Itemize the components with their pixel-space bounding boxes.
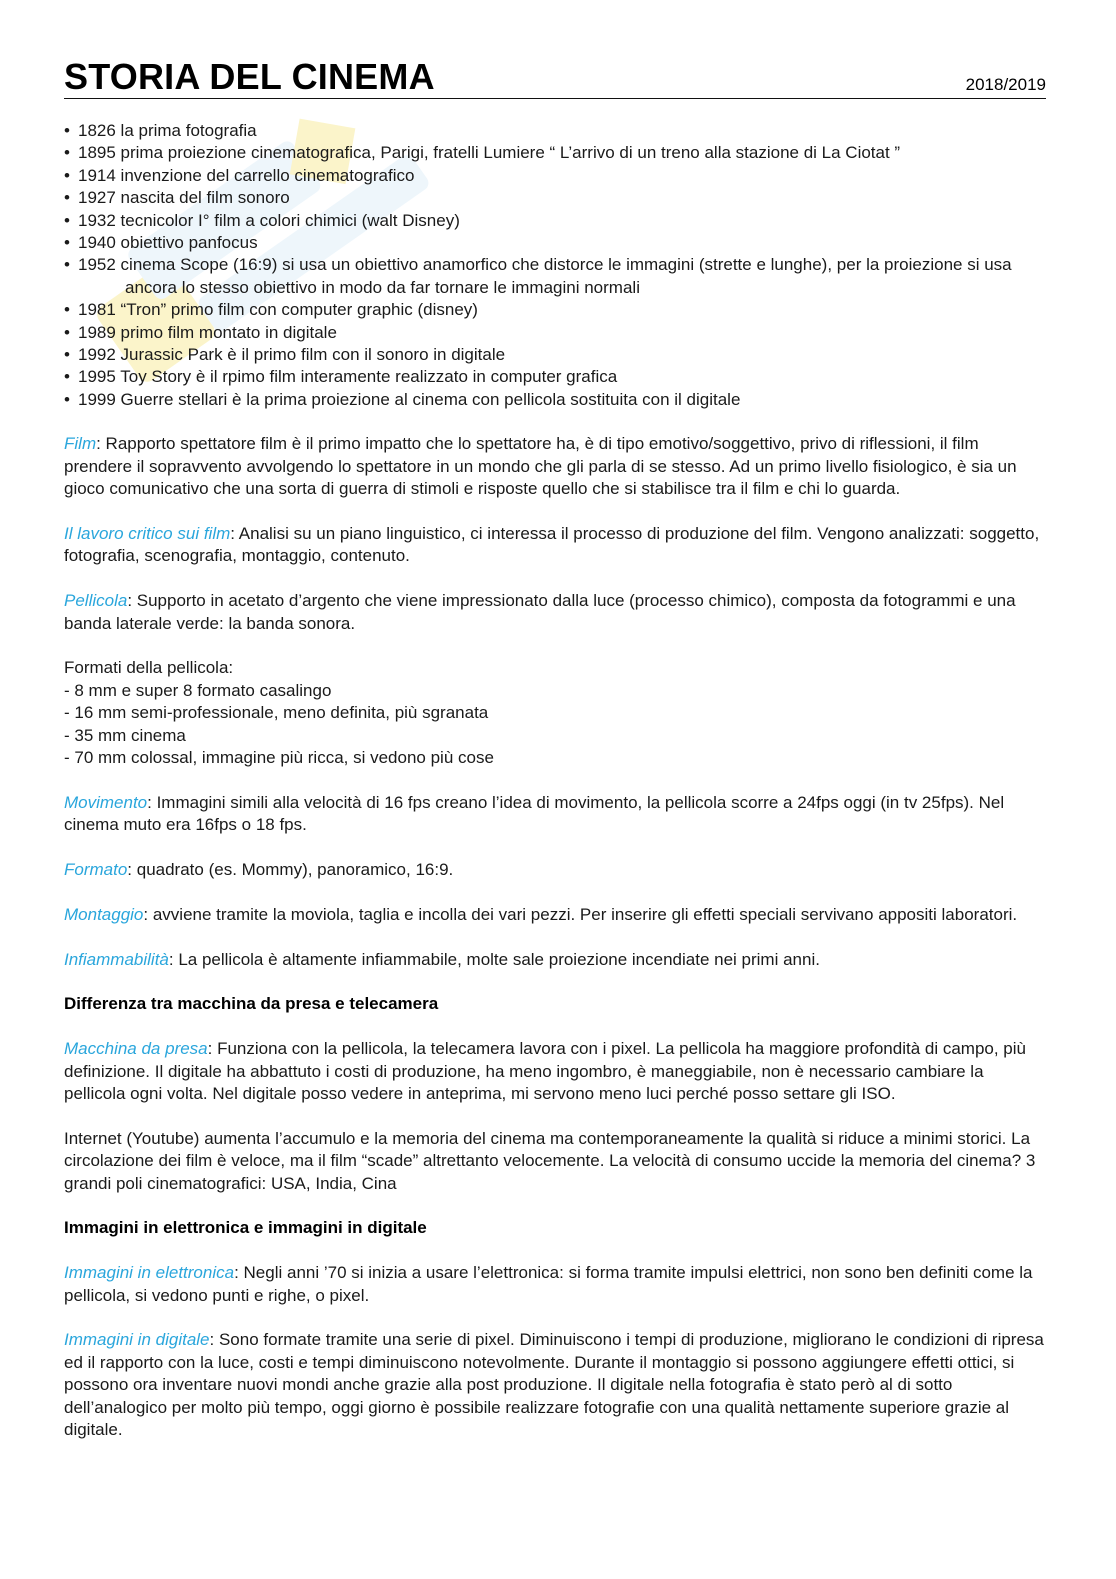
academic-year: 2018/2019	[965, 75, 1046, 94]
paragraph-immagini-elettronica: Immagini in elettronica: Negli anni ’70 si inizia a usare l’elettronica: si forma tramite impulsi elettrici, non sono ben definiti come la pellicola, si vedono punti e righe, o pixel.	[64, 1263, 1033, 1305]
term-infiammabilita: Infiammabilità	[64, 949, 169, 969]
paragraph-film: Film: Rapporto spettatore film è il primo impatto che lo spettatore ha, è di tipo emotivo/soggettivo, privo di riflessioni, il film prendere il sopravvento avvolgendo lo spettatore in un mondo che gli parla di se stesso. Ad un primo livello fisiologico, è sia un gioco comunicativo che una sorta di guerra di stimoli e risposte quello che si stabilisce tra il film e chi lo guarda.	[64, 434, 1017, 499]
list-item: - 8 mm e super 8 formato casalingo	[64, 680, 332, 700]
list-item: - 35 mm cinema	[64, 725, 186, 745]
paragraph-formato: Formato: quadrato (es. Mommy), panoramico, 16:9.	[64, 859, 454, 879]
term-lavoro-critico: Il lavoro critico sui film	[64, 523, 231, 543]
paragraph-montaggio: Montaggio: avviene tramite la moviola, taglia e incolla dei vari pezzi. Per inserire gli effetti speciali servivano appositi laboratori.	[64, 904, 1018, 924]
formats-list	[64, 657, 1046, 769]
term-formato: Formato	[64, 859, 128, 879]
section-heading-macchina-telecamera: Differenza tra macchina da presa e telecamera	[64, 994, 439, 1014]
paragraph-internet: Internet (Youtube) aumenta l’accumulo e la memoria del cinema ma contemporaneamente la qualità si riduce a minimi storici. La circolazione dei film è veloce, ma il film “scade” altrettanto velocemente. La velocità di consumo uccide la memoria del cinema? 3 grandi poli cinematografici: USA, India, Cina	[64, 1128, 1036, 1193]
list-item: - 70 mm colossal, immagine più ricca, si vedono più cose	[64, 747, 494, 767]
paragraph-immagini-digitale: Immagini in digitale: Sono formate tramite una serie di pixel. Diminuiscono i tempi di produzione, migliorano le condizioni di ripresa ed il rapporto con la luce, costi e tempi diminuiscono notevolmente. Durante il montaggio si possono aggiungere effetti ottici, si possono ora inventare nuovi mondi anche grazie alla post produzione. Il digitale nella fotografia è stato però al di sotto dell’analogico per molto più tempo, oggi giorno è possibile realizzare fotografie con una qualità nettamente superiore grazie al digitale.	[64, 1330, 1044, 1439]
paragraph-macchina-da-presa: Macchina da presa: Funziona con la pellicola, la telecamera lavora con i pixel. La pellicola ha maggiore profondità di campo, più definizione. Il digitale ha abbattuto i costi di produzione, ha meno ingombro, è maneggiabile, non è necessario cambiare la pellicola ogni volta. Nel digitale posso vedere in anteprima, mi servono meno luci perché posso settare gli ISO.	[64, 1039, 1026, 1103]
formats-title: Formati della pellicola:	[64, 658, 234, 678]
list-item: • 1999 Guerre stellari è la prima proiezione al cinema con pellicola sostituita con il digitale	[64, 389, 741, 409]
section-heading-immagini: Immagini in elettronica e immagini in digitale	[64, 1218, 427, 1238]
list-item: • 1989 primo film montato in digitale	[64, 322, 337, 342]
term-macchina-da-presa: Macchina da presa	[64, 1039, 208, 1059]
term-movimento: Movimento	[64, 792, 148, 812]
document-body	[64, 120, 1046, 1464]
list-item: • 1895 prima proiezione cinematografica, Parigi, fratelli Lumiere “ L’arrivo di un treno alla stazione di La Ciotat ”	[64, 143, 901, 163]
term-immagini-digitale: Immagini in digitale	[64, 1330, 210, 1350]
list-item: • 1940 obiettivo panfocus	[64, 233, 258, 253]
term-montaggio: Montaggio	[64, 904, 144, 924]
term-pellicola: Pellicola	[64, 591, 128, 611]
term-film: Film	[64, 434, 97, 454]
list-item: • 1927 nascita del film sonoro	[64, 188, 290, 208]
list-item: • 1826 la prima fotografia	[64, 121, 257, 140]
page-header	[64, 58, 1046, 99]
list-item: • 1952 cinema Scope (16:9) si usa un obiettivo anamorfico che distorce le immagini (strette e lunghe), per la proiezione si usa ancora lo stesso obiettivo in modo da far tornare le immagini normali	[64, 255, 1012, 297]
list-item: • 1981 “Tron” primo film con computer graphic (disney)	[64, 300, 478, 320]
paragraph-lavoro-critico: Il lavoro critico sui film: Analisi su un piano linguistico, ci interessa il processo di produzione del film. Vengono analizzati: soggetto, fotografia, scenografia, montaggio, contenuto.	[64, 523, 1040, 566]
paragraph-movimento: Movimento: Immagini simili alla velocità di 16 fps creano l’idea di movimento, la pellicola scorre a 24fps oggi (in tv 25fps). Nel cinema muto era 16fps o 18 fps.	[64, 792, 1005, 835]
list-item: • 1932 tecnicolor I° film a colori chimici (walt Disney)	[64, 210, 460, 230]
timeline-list	[64, 120, 1046, 411]
list-item: • 1995 Toy Story è il rpimo film interamente realizzato in computer grafica	[64, 367, 618, 387]
list-item: • 1914 invenzione del carrello cinematografico	[64, 165, 415, 185]
list-item: • 1992 Jurassic Park è il primo film con il sonoro in digitale	[64, 345, 506, 365]
term-immagini-elettronica: Immagini in elettronica	[64, 1263, 235, 1283]
page-title: STORIA DEL CINEMA	[64, 56, 435, 97]
paragraph-pellicola: Pellicola: Supporto in acetato d’argento che viene impressionato dalla luce (processo chimico), composta da fotogrammi e una banda laterale verde: la banda sonora.	[64, 591, 1016, 633]
paragraph-infiammabilita: Infiammabilità: La pellicola è altamente infiammabile, molte sale proiezione incendiate nei primi anni.	[64, 949, 820, 969]
list-item: - 16 mm semi-professionale, meno definita, più sgranata	[64, 703, 489, 723]
